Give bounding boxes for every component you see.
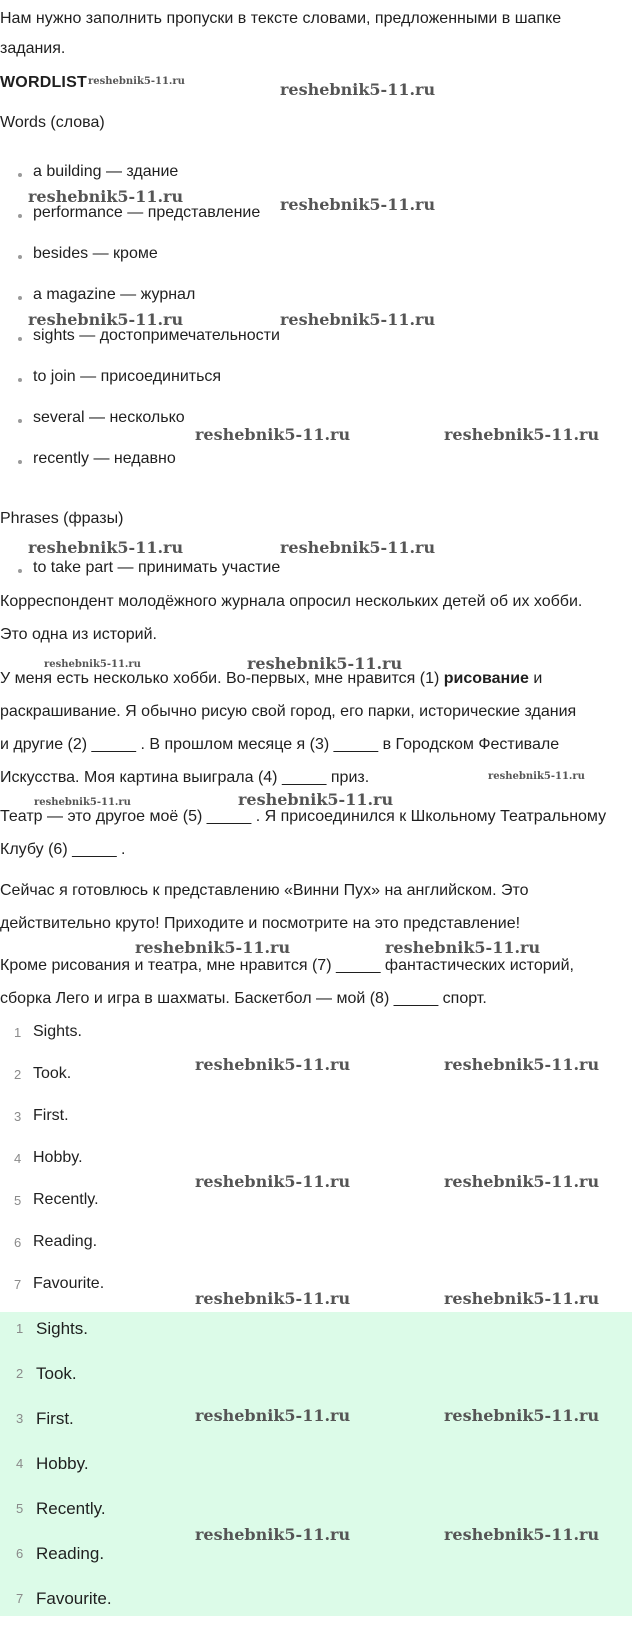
answer-item: Hobby. xyxy=(33,1149,83,1166)
answer-item: Favourite. xyxy=(36,1589,112,1608)
list-item: to join — присоединиться xyxy=(33,368,222,385)
watermark: reshebnik5-11.ru xyxy=(195,425,351,444)
story-line: Это одна из историй. xyxy=(0,626,157,643)
watermark: reshebnik5-11.ru xyxy=(44,659,141,670)
watermark: reshebnik5-11.ru xyxy=(280,80,436,99)
list-item: a magazine — журнал xyxy=(33,286,196,303)
watermark: reshebnik5-11.ru xyxy=(195,1172,351,1191)
list-item: a building — здание xyxy=(33,163,179,180)
watermark: reshebnik5-11.ru xyxy=(247,654,403,673)
watermark: reshebnik5-11.ru xyxy=(444,425,600,444)
watermark: reshebnik5-11.ru xyxy=(28,310,184,329)
watermark: reshebnik5-11.ru xyxy=(280,195,436,214)
bullet xyxy=(18,378,22,382)
answer-item: Sights. xyxy=(33,1023,82,1040)
watermark: reshebnik5-11.ru xyxy=(135,938,291,957)
answer-number: 3 xyxy=(14,1109,22,1124)
bullet xyxy=(18,255,22,259)
list-item: sights — достопримечательности xyxy=(33,327,280,344)
watermark: reshebnik5-11.ru xyxy=(280,310,436,329)
answer-number: 6 xyxy=(16,1546,24,1561)
watermark: reshebnik5-11.ru xyxy=(195,1406,351,1425)
watermark: reshebnik5-11.ru xyxy=(444,1289,600,1308)
intro-text-2: задания. xyxy=(0,40,66,57)
story-line: Кроме рисования и театра, мне нравится (7) _____ фантастических историй, xyxy=(0,957,574,974)
answer-item: Favourite. xyxy=(33,1275,105,1292)
watermark: reshebnik5-11.ru xyxy=(195,1525,351,1544)
bullet xyxy=(18,296,22,300)
list-item: recently — недавно xyxy=(33,450,176,467)
watermark: reshebnik5-11.ru xyxy=(238,790,394,809)
watermark: reshebnik5-11.ru xyxy=(28,538,184,557)
answer-number: 2 xyxy=(16,1366,24,1381)
answer-item: Hobby. xyxy=(36,1454,89,1473)
answer-number: 5 xyxy=(16,1501,24,1516)
answer-number: 7 xyxy=(16,1591,24,1606)
watermark: reshebnik5-11.ru xyxy=(88,76,185,87)
story-bold-word: рисование xyxy=(443,670,529,687)
wordlist-heading: WORDLIST xyxy=(0,74,87,91)
answer-number: 2 xyxy=(14,1067,22,1082)
answer-number: 1 xyxy=(16,1321,24,1336)
watermark: reshebnik5-11.ru xyxy=(385,938,541,957)
list-item: several — несколько xyxy=(33,409,185,426)
story-line: Корреспондент молодёжного журнала опросил нескольких детей об их хобби. xyxy=(0,593,583,610)
watermark: reshebnik5-11.ru xyxy=(444,1406,600,1425)
answer-item: Sights. xyxy=(36,1319,88,1338)
answer-item: First. xyxy=(36,1409,74,1428)
story-line: Клубу (6) _____ . xyxy=(0,841,126,858)
words-label: Words (слова) xyxy=(0,114,105,131)
story-line: раскрашивание. Я обычно рисую свой город, его парки, исторические здания xyxy=(0,703,577,720)
intro-text: Нам нужно заполнить пропуски в тексте словами, предложенными в шапке xyxy=(0,10,562,27)
answer-box xyxy=(0,1312,632,1616)
answer-item: First. xyxy=(33,1107,69,1124)
story-text: и xyxy=(528,670,543,687)
watermark: reshebnik5-11.ru xyxy=(488,771,585,782)
watermark: reshebnik5-11.ru xyxy=(444,1055,600,1074)
answer-number: 5 xyxy=(14,1193,22,1208)
answer-item: Reading. xyxy=(33,1233,98,1250)
answer-item: Recently. xyxy=(33,1191,99,1208)
story-line: Сейчас я готовлюсь к представлению «Винни Пух» на английском. Это xyxy=(0,882,529,899)
story-text: У меня есть несколько хобби. Во-первых, мне нравится (1) xyxy=(0,670,444,687)
answer-item: Reading. xyxy=(36,1544,105,1563)
watermark: reshebnik5-11.ru xyxy=(280,538,436,557)
watermark: reshebnik5-11.ru xyxy=(195,1289,351,1308)
story-line xyxy=(0,668,542,690)
bullet xyxy=(18,173,22,177)
watermark: reshebnik5-11.ru xyxy=(28,187,184,206)
watermark: reshebnik5-11.ru xyxy=(444,1525,600,1544)
list-item: performance — представление xyxy=(33,204,261,221)
story-line: и другие (2) _____ . В прошлом месяце я (3) _____ в Городском Фестивале xyxy=(0,736,560,753)
story-line: действительно круто! Приходите и посмотрите на это представление! xyxy=(0,915,521,932)
answer-number: 1 xyxy=(14,1025,22,1040)
phrases-label: Phrases (фразы) xyxy=(0,510,124,527)
answer-number: 4 xyxy=(16,1456,24,1471)
watermark: reshebnik5-11.ru xyxy=(444,1172,600,1191)
list-item: besides — кроме xyxy=(33,245,158,262)
watermark: reshebnik5-11.ru xyxy=(195,1055,351,1074)
answer-item: Took. xyxy=(33,1065,72,1082)
list-item: to take part — принимать участие xyxy=(33,559,281,576)
bullet xyxy=(18,337,22,341)
story-line: Искусства. Моя картина выиграла (4) _____ приз. xyxy=(0,769,370,786)
bullet xyxy=(18,214,22,218)
bullet xyxy=(18,460,22,464)
bullet xyxy=(18,569,22,573)
answer-number: 3 xyxy=(16,1411,24,1426)
story-line: Театр — это другое моё (5) _____ . Я присоединился к Школьному Театральному xyxy=(0,808,607,825)
answer-number: 7 xyxy=(14,1277,22,1292)
watermark: reshebnik5-11.ru xyxy=(34,797,131,808)
answer-number: 4 xyxy=(14,1151,22,1166)
answer-number: 6 xyxy=(14,1235,22,1250)
answer-item: Took. xyxy=(36,1364,77,1383)
story-line: сборка Лего и игра в шахматы. Баскетбол — мой (8) _____ спорт. xyxy=(0,990,487,1007)
answer-item: Recently. xyxy=(36,1499,106,1518)
bullet xyxy=(18,419,22,423)
